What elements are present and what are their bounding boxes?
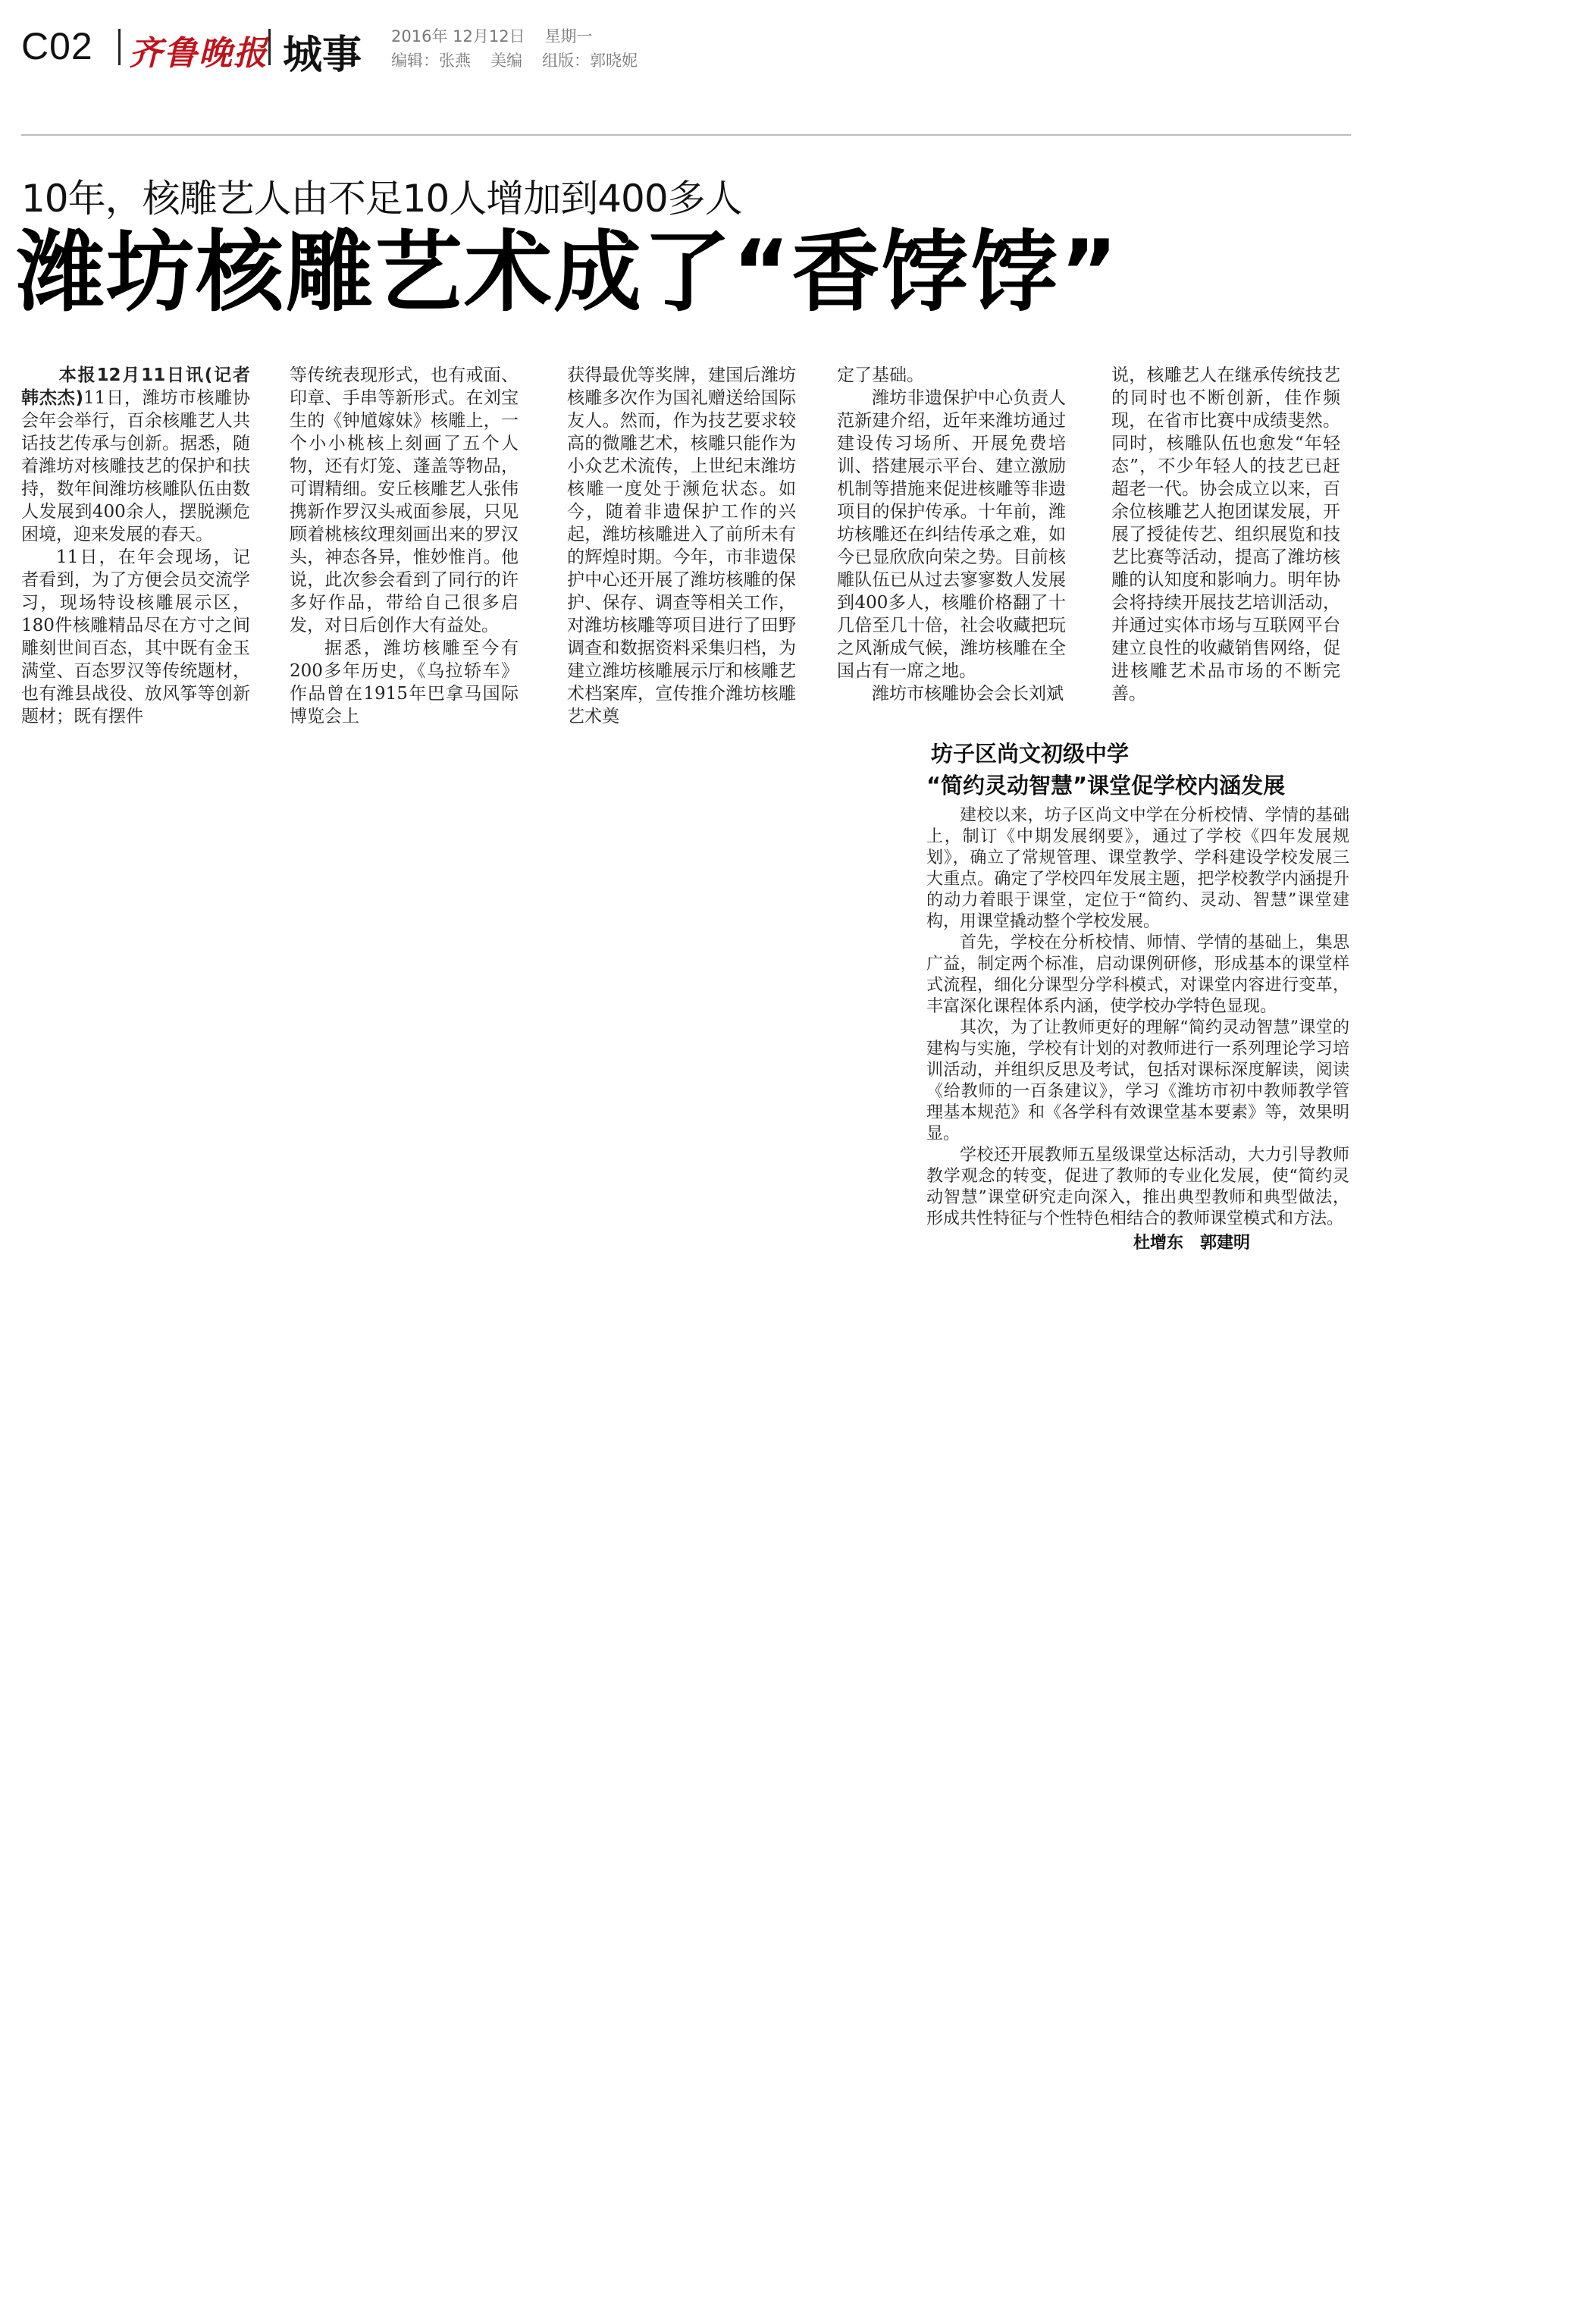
sidebar-title-main: “简约灵动智慧”课堂促学校内涵发展 [926, 773, 1286, 798]
date-line [391, 24, 613, 47]
article-column-2 [290, 364, 519, 728]
article-headline: 潍坊核雕艺术成了“香饽饽” [17, 221, 1120, 324]
article-paragraph: 本报12月11日讯(记者 韩杰杰)11日，潍坊市核雕协会年会举行，百余核雕艺人共话技艺传承与创新。据悉，随着潍坊对核雕技艺的保护和扶持，数年间潍坊核雕队伍由数人发展到400余人，摆脱濒危困境，迎来发展的春天。 [21, 365, 268, 544]
issue-weekday: 星期一 [544, 27, 593, 45]
article-paragraph: 潍坊市核雕协会会长刘斌 [872, 684, 1064, 704]
page-number: C02 [21, 25, 93, 67]
sidebar-paragraph: 其次，为了让教师更好的理解“简约灵动智慧”课堂的建构与实施，学校有计划的对教师进行一系列理论学习培训活动，并组织反思及考试，包括对课标深度解读，阅读《给教师的一百条建议》，学习《潍坊市初中教师教学管理基本规范》和《各学科有效课堂基本要素》等，效果明显。 [926, 1018, 1349, 1143]
article-paragraph: 潍坊非遗保护中心负责人范新建介绍，近年来潍坊通过建设传习场所、开展免费培训、搭建展示平台、建立激励机制等措施来促进核雕等非遗项目的保护传承。十年前，潍坊核雕还在纠结传承之难，如今已显欣欣向荣之势。目前核雕队伍已从过去寥寥数人发展到400多人，核雕价格翻了十几倍至几十倍，社会收藏把玩之风渐成气候，潍坊核雕在全国占有一席之地。 [837, 388, 1066, 681]
credits-line [391, 49, 657, 71]
header-rule [21, 134, 1351, 136]
article-column-5 [1111, 364, 1340, 728]
layout-credit: 组版：郭晓妮 [542, 52, 638, 70]
sidebar-title-school: 坊子区尚文初级中学 [931, 741, 1130, 767]
masthead [21, 18, 1355, 79]
editor-credit: 编辑：张燕 [391, 52, 471, 70]
sidebar-article-body [926, 805, 1349, 1230]
sidebar-paragraph: 首先，学校在分析校情、师情、学情的基础上，集思广益，制定两个标准，启动课例研修，形成基本的课堂样式流程，细化分课型分学科模式，对课堂内容进行变革，丰富深化课程体系内涵，使学校办学特色显现。 [926, 933, 1349, 1016]
sidebar-paragraph: 建校以来，坊子区尚文中学在分析校情、学情的基础上，制订《中期发展纲要》，通过了学校《四年发展规划》，确立了常规管理、课堂教学、学科建设学校发展三大重点。确定了学校四年发展主题，把学校教学内涵提升的动力着眼于课堂，定位于“简约、灵动、智慧”课堂建构，用课堂撬动整个学校发展。 [926, 806, 1349, 931]
article-paragraph: 据悉，潍坊核雕至今有200多年历史，《乌拉轿车》作品曾在1915年巴拿马国际博览会上 [290, 638, 519, 726]
article-column-1 [21, 364, 268, 728]
divider [268, 29, 271, 65]
article-column-3 [567, 364, 796, 728]
article-paragraph: 11日，在年会现场，记者看到，为了方便会员交流学习，现场特设核雕展示区，180件核雕精品尽在方寸之间雕刻世间百态，其中既有金玉满堂、百态罗汉等传统题材，也有潍县战役、放风筝等创新题材；既有摆件 [21, 547, 250, 726]
article-kicker: 10年，核雕艺人由不足10人增加到400多人 [21, 177, 742, 221]
newspaper-logo: 齐鲁晚报 [129, 34, 268, 73]
art-editor-credit: 美编 [490, 52, 522, 70]
sidebar-paragraph: 学校还开展教师五星级课堂达标活动，大力引导教师教学观念的转变，促进了教师的专业化发展，使“简约灵动智慧”课堂研究走向深入，推出典型教师和典型做法，形成共性特征与个性特色相结合的教师课堂模式和方法。 [926, 1146, 1349, 1228]
article-paragraph: 等传统表现形式，也有戒面、印章、手串等新形式。在刘宝生的《钟馗嫁妹》核雕上，一个小小桃核上刻画了五个人物，还有灯笼、蓬盖等物品，可谓精细。安丘核雕艺人张伟携新作罗汉头戒面参展，只见顾着桃核纹理刻画出来的罗汉头，神态各异，惟妙惟肖。他说，此次参会看到了同行的许多好作品，带给自己很多启发，对日后创作大有益处。 [290, 365, 519, 635]
dateline: 本报12月11日讯(记者 韩杰杰) [21, 365, 268, 408]
article-column-4 [837, 364, 1066, 728]
section-name: 城事 [283, 33, 362, 78]
article-paragraph: 获得最优等奖牌，建国后潍坊核雕多次作为国礼赠送给国际友人。然而，作为技艺要求较高的微雕艺术，核雕只能作为小众艺术流传，上世纪末潍坊核雕一度处于濒危状态。如今，随着非遗保护工作的兴起，潍坊核雕进入了前所未有的辉煌时期。今年，市非遗保护中心还开展了潍坊核雕的保护、保存、调查等相关工作，对潍坊核雕等项目进行了田野调查和数据资料采集归档，为建立潍坊核雕展示厅和核雕艺术档案库，宣传推介潍坊核雕艺术奠 [567, 365, 796, 726]
article-paragraph: 定了基础。 [837, 365, 924, 385]
divider [118, 29, 121, 65]
issue-date: 2016年 12月12日 [391, 27, 525, 45]
sidebar-byline: 杜增东 郭建明 [1133, 1234, 1251, 1253]
article-paragraph: 说，核雕艺人在继承传统技艺的同时也不断创新，佳作频现，在省市比赛中成绩斐然。同时，核雕队伍也愈发“年轻态”，不少年轻人的技艺已赶超老一代。协会成立以来，百余位核雕艺人抱团谋发展，开展了授徒传艺、组织展览和技艺比赛等活动，提高了潍坊核雕的认知度和影响力。明年协会将持续开展技艺培训活动，并通过实体市场与互联网平台建立良性的收藏销售网络，促进核雕艺术品市场的不断完善。 [1111, 365, 1340, 704]
